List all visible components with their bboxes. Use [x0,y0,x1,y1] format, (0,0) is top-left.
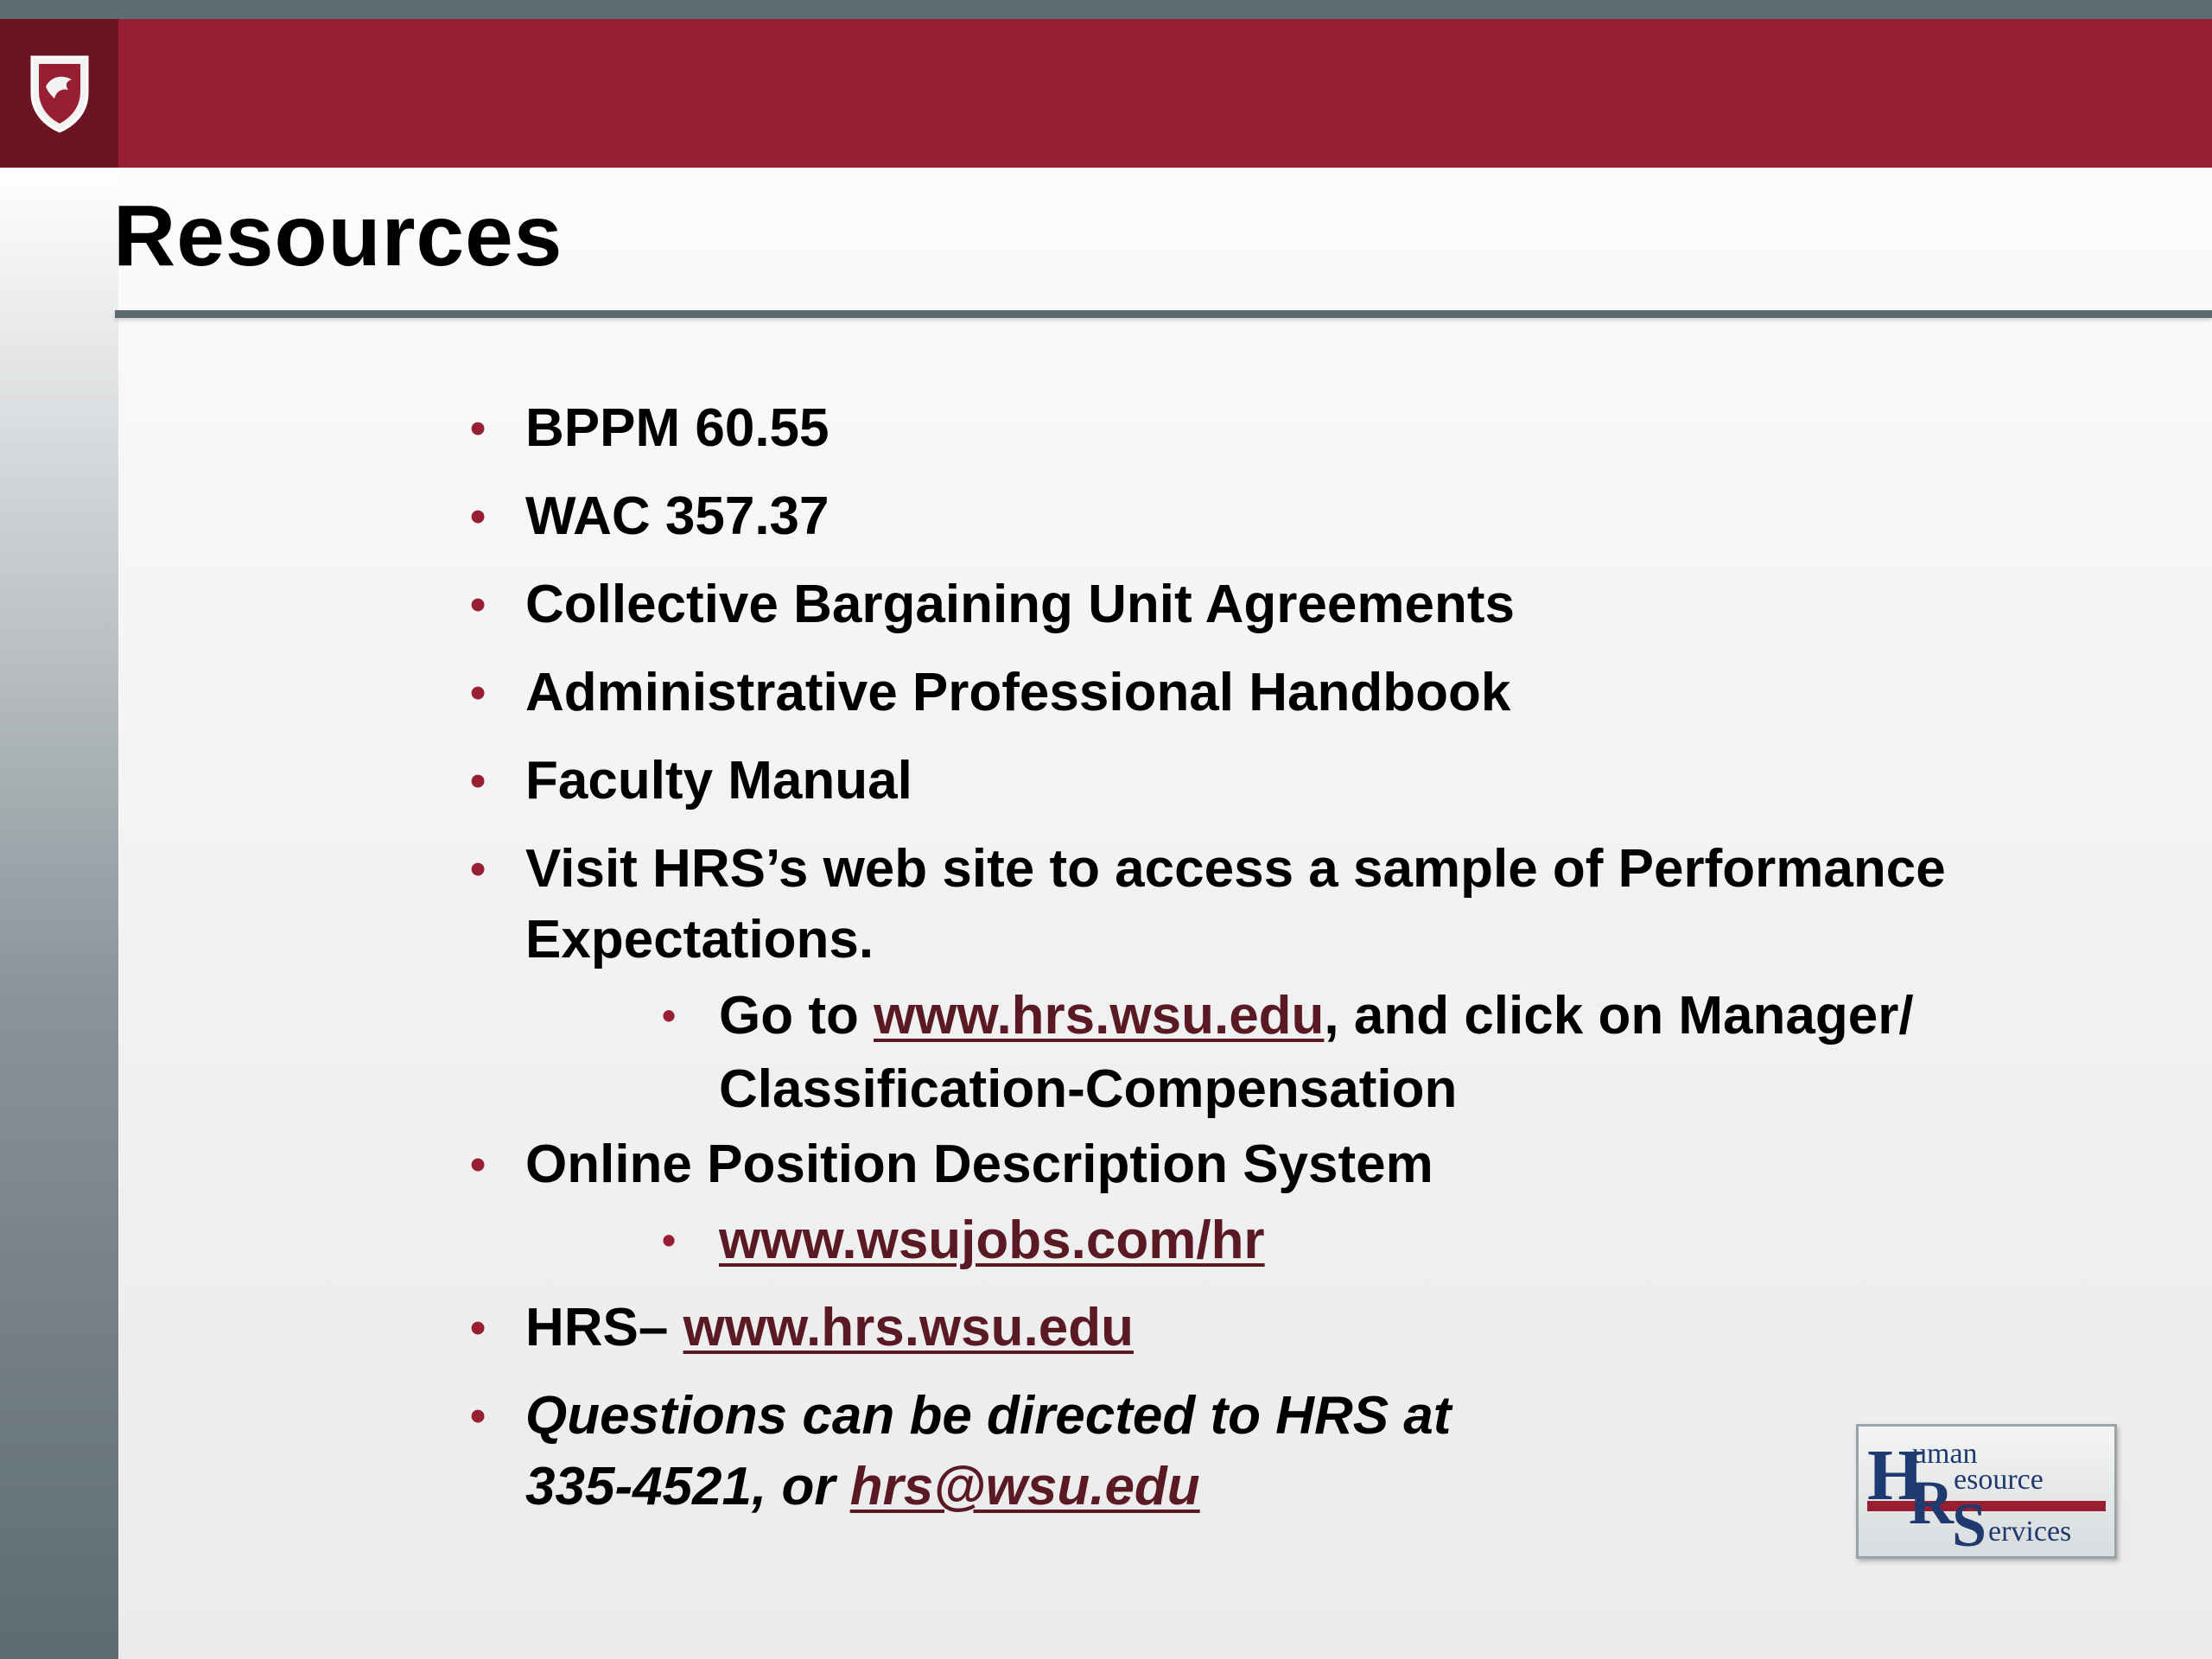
slide-title: Resources [113,188,563,284]
list-item [467,834,2005,976]
wsu-cougar-shield-icon [25,52,94,135]
bullet-icon: • [470,1140,486,1190]
list-item [467,1381,1493,1522]
list-item-text: BPPM 60.55 [525,398,830,458]
wsujobs-link[interactable]: www.wsujobs.com/hr [719,1211,1265,1270]
hrs-logo [1856,1424,2117,1559]
hrs-logo-line3: ervices [1988,1516,2072,1548]
sub-list-item [467,979,2015,1126]
svg-text:R: R [1909,1468,1954,1537]
email-link[interactable]: hrs@wsu.edu [849,1457,1200,1516]
bullet-list [467,393,2005,1540]
goto-prefix: Go to [719,986,874,1046]
list-item-text: Faculty Manual [525,751,912,810]
list-item [467,658,2005,728]
logo-box [0,19,118,168]
side-bar [0,168,118,1659]
bullet-icon: • [470,580,486,630]
list-item-text: Online Position Description System [525,1135,1433,1194]
list-item-text: WAC 357.37 [525,486,830,546]
list-item [467,1293,2005,1363]
list-item [467,569,2005,640]
top-strip [0,0,2212,19]
sub-bullet-icon: • [662,1217,677,1262]
bullet-icon: • [470,1303,486,1353]
hrs-logo-line2: esource [1954,1464,2044,1496]
list-item [467,393,2005,464]
list-item-text: Collective Bargaining Unit Agreements [525,575,1515,634]
goto-suffix: , and click on Manager/ Classification-Compensation [719,986,1914,1119]
bullet-icon: • [470,844,486,894]
bullet-icon: • [470,492,486,542]
hrs-link[interactable]: www.hrs.wsu.edu [683,1298,1134,1357]
bullet-icon: • [470,756,486,806]
list-item-text: Visit HRS’s web site to access a sample of Performance Expectations. [525,839,1946,969]
sub-bullet-icon: • [662,993,677,1038]
header-band [118,19,2212,168]
list-item [467,481,2005,552]
list-item-text: Administrative Professional Handbook [525,663,1511,722]
hrs-logo-line1: uman [1912,1438,1978,1470]
hrs-website-link[interactable]: www.hrs.wsu.edu [874,986,1325,1046]
questions-text: Questions can be directed to HRS at 335-4521, or [525,1386,1452,1516]
list-item [467,746,2005,817]
title-divider [115,310,2212,318]
sub-list-item [467,1204,2005,1277]
hrs-logo-graphic [1859,1427,2114,1556]
bullet-icon: • [470,1391,486,1441]
hrs-prefix: HRS– [525,1298,683,1357]
list-item [467,1129,2005,1200]
svg-text:S: S [1952,1491,1987,1556]
bullet-icon: • [470,404,486,454]
bullet-icon: • [470,668,486,718]
svg-text:H: H [1867,1435,1924,1516]
